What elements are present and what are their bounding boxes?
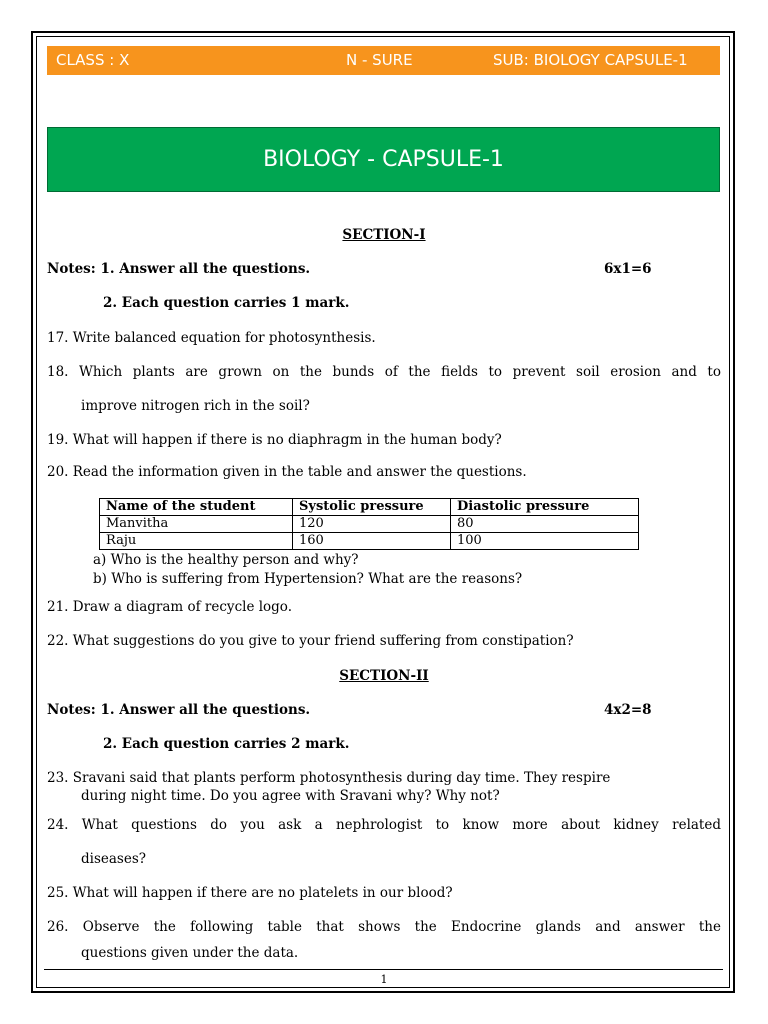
question-18-line-2: improve nitrogen rich in the soil?: [81, 398, 310, 414]
class-label: CLASS : X: [56, 51, 130, 69]
question-17: 17. Write balanced equation for photosynthesis.: [47, 330, 376, 346]
table-header-cell: Diastolic pressure: [451, 499, 639, 516]
section-1-note-1: Notes: 1. Answer all the questions.: [47, 261, 311, 277]
table-row: [100, 533, 639, 550]
table-cell: 100: [451, 533, 639, 550]
section-2-marks: 4x2=8: [604, 702, 652, 718]
table-header-cell: Name of the student: [100, 499, 293, 516]
footer-divider: [44, 969, 723, 970]
question-19: 19. What will happen if there is no diaphragm in the human body?: [47, 432, 502, 448]
question-26-line-1: 26. Observe the following table that shows the Endocrine glands and answer the: [47, 919, 721, 935]
header-bar: [47, 46, 720, 75]
question-23-line-2: during night time. Do you agree with Sravani why? Why not?: [81, 788, 500, 804]
section-2-heading: SECTION-II: [339, 668, 429, 684]
question-24-line-1: 24. What questions do you ask a nephrologist to know more about kidney related: [47, 817, 721, 833]
center-label: N - SURE: [346, 51, 413, 69]
section-2-note-1: Notes: 1. Answer all the questions.: [47, 702, 311, 718]
page-title: BIOLOGY - CAPSULE-1: [47, 127, 720, 192]
table-header-cell: Systolic pressure: [293, 499, 451, 516]
section-1-marks: 6x1=6: [604, 261, 652, 277]
table-cell: Raju: [100, 533, 293, 550]
question-22: 22. What suggestions do you give to your friend suffering from constipation?: [47, 633, 574, 649]
subject-label: SUB: BIOLOGY CAPSULE-1: [493, 51, 688, 69]
question-18-line-1: 18. Which plants are grown on the bunds of the fields to prevent soil erosion and to: [47, 364, 721, 380]
question-25: 25. What will happen if there are no platelets in our blood?: [47, 885, 453, 901]
question-24-line-2: diseases?: [81, 851, 147, 867]
table-header-row: [100, 499, 639, 516]
question-23-line-1: 23. Sravani said that plants perform photosynthesis during day time. They respire: [47, 770, 611, 786]
table-row: [100, 516, 639, 533]
blood-pressure-table: [99, 498, 639, 550]
page-number: 1: [380, 973, 388, 986]
question-20: 20. Read the information given in the table and answer the questions.: [47, 464, 527, 480]
question-20-a: a) Who is the healthy person and why?: [93, 552, 359, 568]
table-cell: 160: [293, 533, 451, 550]
section-2-note-2: 2. Each question carries 2 mark.: [103, 736, 350, 752]
section-1-heading: SECTION-I: [342, 227, 426, 243]
question-20-b: b) Who is suffering from Hypertension? What are the reasons?: [93, 571, 523, 587]
table-cell: 120: [293, 516, 451, 533]
table-cell: Manvitha: [100, 516, 293, 533]
question-26-line-2: questions given under the data.: [81, 945, 299, 961]
question-21: 21. Draw a diagram of recycle logo.: [47, 599, 292, 615]
section-1-note-2: 2. Each question carries 1 mark.: [103, 295, 350, 311]
table-cell: 80: [451, 516, 639, 533]
